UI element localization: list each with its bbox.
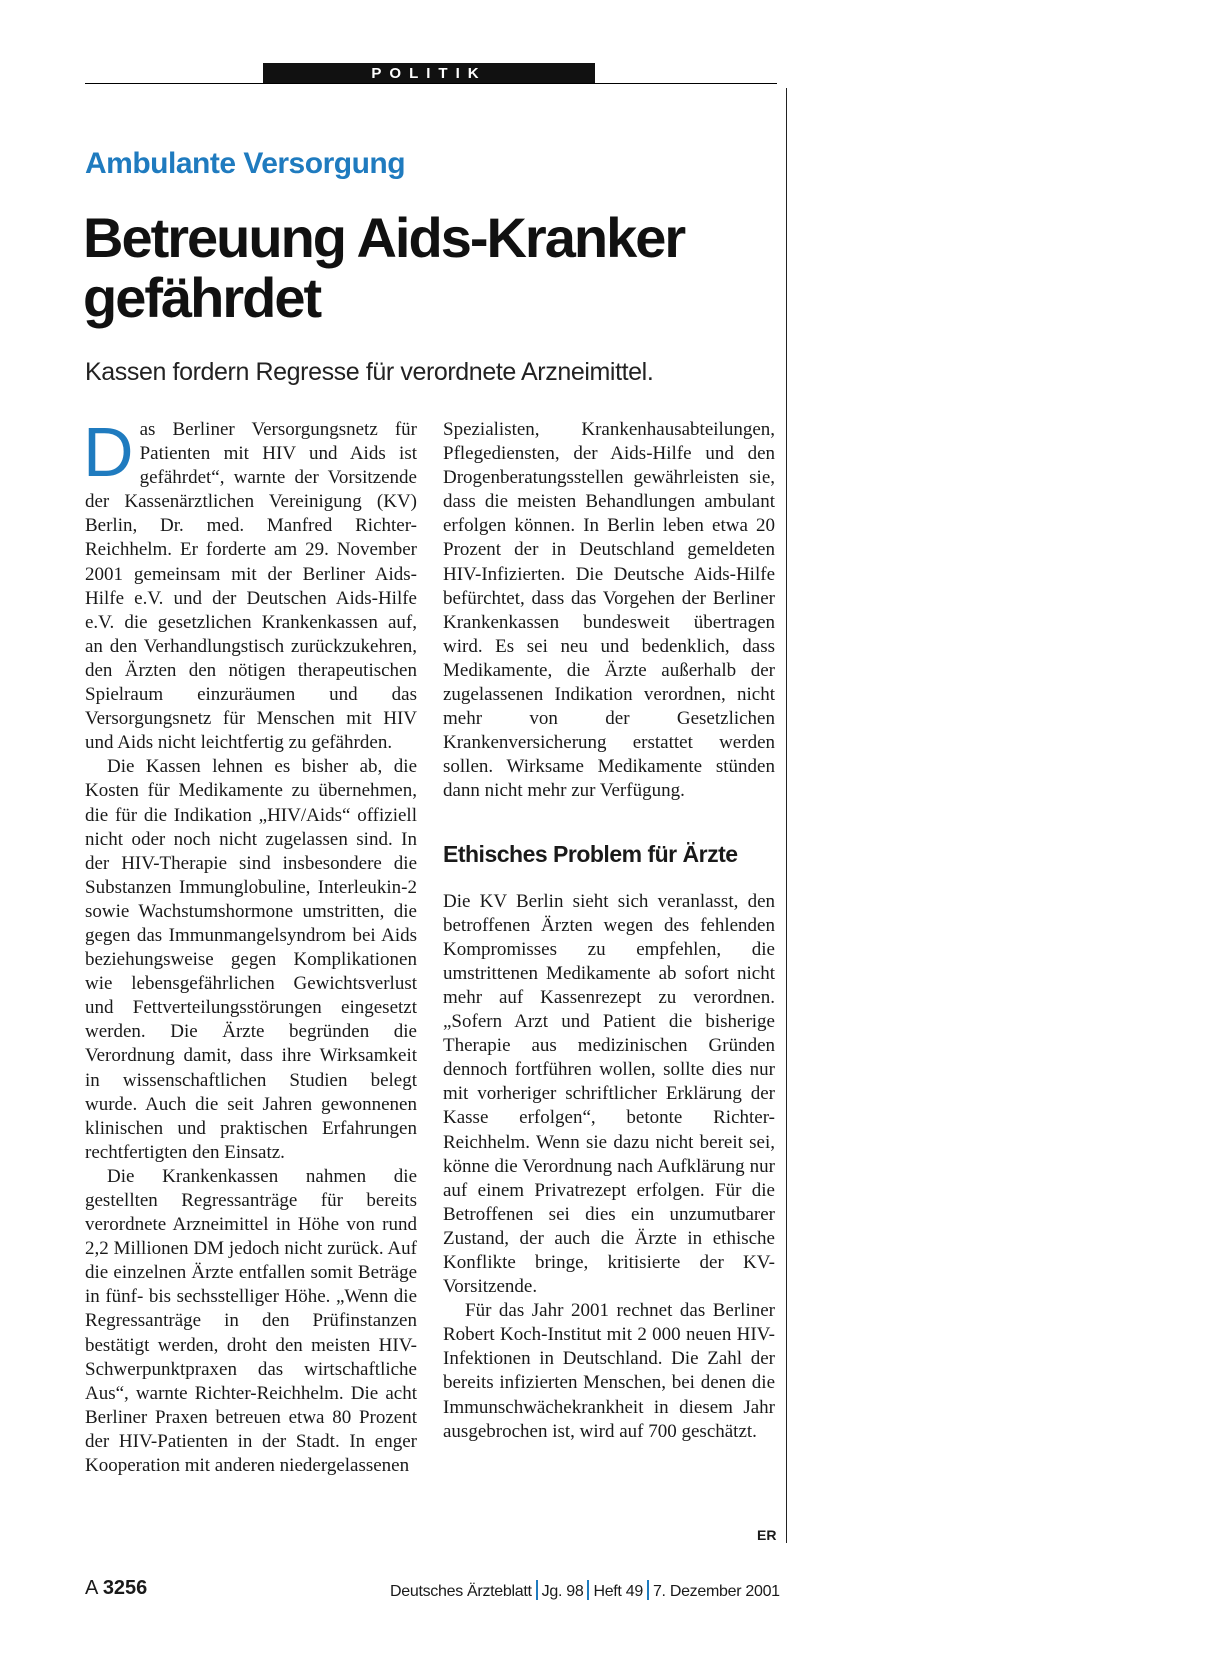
page-number-value: 3256 — [102, 1577, 148, 1599]
journal-date: 7. Dezember 2001 — [652, 1583, 780, 1600]
column-rule — [786, 88, 787, 1543]
paragraph-4: Die KV Berlin sieht sich veranlasst, den betroffenen Ärzten wegen des fehlenden Kompromisses zu empfehlen, die umstrittenen Medikamente ab sofort nicht mehr auf Kassenrezept zu verordnen. „Sofern Arzt und Patient die bisherige Therapie aus medizinischen Gründen dennoch fortführen wollen, sollte dies nur mit vorheriger schriftlicher Erklärung der Kasse erfolgen“, betonte Richter-Reichhelm. Wenn sie dazu nicht bereit sei, könne die Verordnung nach Aufklärung nur auf einem Privatrezept erfolgen. Für die Betroffenen sei dies ein unzumutbarer Zustand, der auch die Ärzte in ethische Konflikte bringe, kritisierte der KV-Vorsitzende. — [443, 890, 775, 1298]
headline-line-1: Betreuung Aids-Kranker — [83, 206, 685, 269]
subheadline: Kassen fordern Regresse für verordnete Arzneimittel. — [85, 358, 654, 386]
page-prefix: A — [85, 1577, 98, 1599]
article-column-right — [443, 418, 775, 1444]
paragraph-1-text: as Berliner Versorgungsnetz für Patienten mit HIV und Aids ist gefährdet“, warnte der Vorsitzende der Kassenärztlichen Vereinigung (KV) Berlin, Dr. med. Manfred Richter-Reichhelm. Er forderte am 29. November 2001 gemeinsam mit der Berliner Aids-Hilfe e.V. und der Deutschen Aids-Hilfe e.V. die gesetzlichen Krankenkassen auf, an den Verhandlungstisch zurückzukehren, den Ärzten den nötigen therapeutischen Spielraum einzuräumen und das Versorgungsnetz für Menschen mit HIV und Aids nicht leichtfertig zu gefährden. — [85, 419, 417, 754]
headline-line-2: gefährdet — [83, 266, 321, 329]
section-subhead: Ethisches Problem für Ärzte — [443, 840, 738, 867]
author-initials: ER — [757, 1527, 777, 1543]
paragraph-3: Die Krankenkassen nahmen die gestellten Regressanträge für bereits verordnete Arzneimittel in Höhe von rund 2,2 Millionen DM jedoch nicht zurück. Auf die einzelnen Ärzte entfallen somit Beträge in fünf- bis sechsstelliger Höhe. „Wenn die Regressanträge in den Prüfinstanzen bestätigt werden, droht den meisten HIV-Schwerpunktpraxen das wirtschaftliche Aus“, warnte Richter-Reichhelm. Die acht Berliner Praxen betreuen etwa 80 Prozent der HIV-Patienten in der Stadt. In enger Kooperation mit anderen niedergelassenen — [85, 1165, 417, 1477]
headline — [83, 208, 773, 328]
footer-separator — [536, 1580, 538, 1600]
kicker: Ambulante Versorgung — [85, 147, 406, 180]
section-label: POLITIK — [263, 63, 595, 84]
journal-volume: Jg. 98 — [541, 1583, 584, 1600]
page-number — [85, 1577, 147, 1600]
dropcap: D — [83, 413, 134, 491]
journal-footer — [390, 1580, 780, 1601]
footer-separator — [647, 1580, 649, 1600]
paragraph-1 — [83, 413, 417, 755]
journal-name: Deutsches Ärzteblatt — [390, 1583, 532, 1600]
footer-separator — [587, 1580, 589, 1600]
paragraph-2: Die Kassen lehnen es bisher ab, die Kosten für Medikamente zu übernehmen, die für die Indikation „HIV/Aids“ offiziell nicht oder noch nicht zugelassen sind. In der HIV-Therapie sind insbesondere die Substanzen Immunglobuline, Interleukin-2 sowie Wachstumshormone umstritten, die gegen das Immunmangelsyndrom bei Aids beziehungsweise gegen Komplikationen wie lebensgefährlichen Gewichtsverlust und Fettverteilungsstörungen eingesetzt werden. Die Ärzte begründen die Verordnung damit, dass ihre Wirksamkeit in wissenschaftlichen Studien belegt wurde. Auch die seit Jahren gewonnenen klinischen und praktischen Erfahrungen rechtfertigten den Einsatz. — [85, 756, 417, 1163]
header-rule — [85, 83, 777, 84]
journal-issue: Heft 49 — [593, 1583, 643, 1600]
article-column-left — [83, 413, 417, 1478]
paragraph-5: Für das Jahr 2001 rechnet das Berliner Robert Koch-Institut mit 2 000 neuen HIV-Infektionen in Deutschland. Die Zahl der bereits infizierten Menschen, bei denen die Immunschwächekrankheit in diesem Jahr ausgebrochen ist, wird auf 700 geschätzt. — [443, 1300, 775, 1442]
paragraph-3-continued: Spezialisten, Krankenhausabteilungen, Pflegediensten, der Aids-Hilfe und den Drogenberatungsstellen gewährleisten sie, dass die meisten Behandlungen ambulant erfolgen können. In Berlin leben etwa 20 Prozent der in Deutschland gemeldeten HIV-Infizierten. Die Deutsche Aids-Hilfe befürchtet, dass das Vorgehen der Berliner Krankenkassen bundesweit übertragen wird. Es sei neu und bedenklich, dass Medikamente, die Ärzte außerhalb der zugelassenen Indikation verordnen, nicht mehr von der Gesetzlichen Krankenversicherung erstattet werden sollen. Wirksame Medikamente stünden dann nicht mehr zur Verfügung. — [443, 419, 775, 802]
